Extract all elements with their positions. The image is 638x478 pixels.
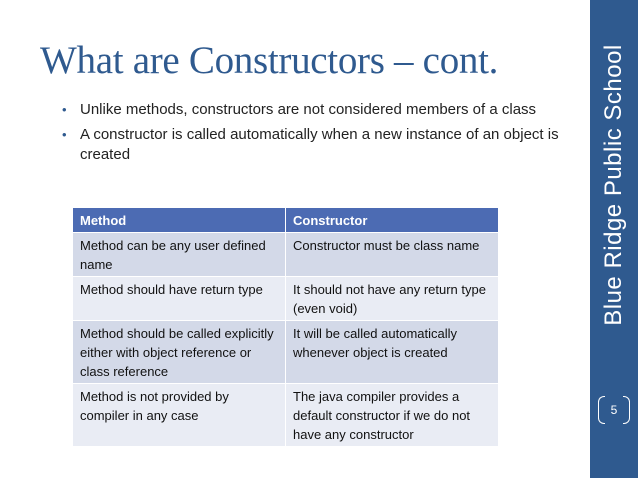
table-cell: Method should have return type	[72, 277, 285, 321]
header-constructor: Constructor	[285, 208, 498, 233]
bullet-text: A constructor is called automatically when a new instance of an object is created	[80, 126, 559, 163]
table-cell: Method can be any user defined name	[72, 233, 285, 277]
bullet-dot-icon: •	[62, 102, 67, 117]
bullet-dot-icon: •	[62, 127, 67, 142]
bullet-text: Unlike methods, constructors are not considered members of a class	[80, 101, 537, 118]
table-cell: Constructor must be class name	[285, 233, 498, 277]
table-row	[72, 384, 498, 447]
table-cell: Method should be called explicitly either with object reference or class reference	[72, 321, 285, 384]
table-cell: It will be called automatically whenever object is created	[285, 321, 498, 384]
bullet-item	[60, 125, 560, 165]
bullet-list	[60, 100, 560, 170]
table-header-row	[72, 208, 498, 233]
header-method: Method	[72, 208, 285, 233]
bullet-item	[60, 100, 560, 120]
table-row	[72, 321, 498, 384]
table-cell: Method is not provided by compiler in any case	[72, 384, 285, 447]
comparison-table	[72, 208, 498, 447]
table-row	[72, 233, 498, 277]
table-cell: It should not have any return type (even void)	[285, 277, 498, 321]
slide-title: What are Constructors – cont.	[40, 39, 499, 82]
table-row	[72, 277, 498, 321]
school-name: Blue Ridge Public School	[600, 44, 627, 326]
page-number: 5	[596, 396, 632, 424]
table-cell: The java compiler provides a default constructor if we do not have any constructor	[285, 384, 498, 447]
